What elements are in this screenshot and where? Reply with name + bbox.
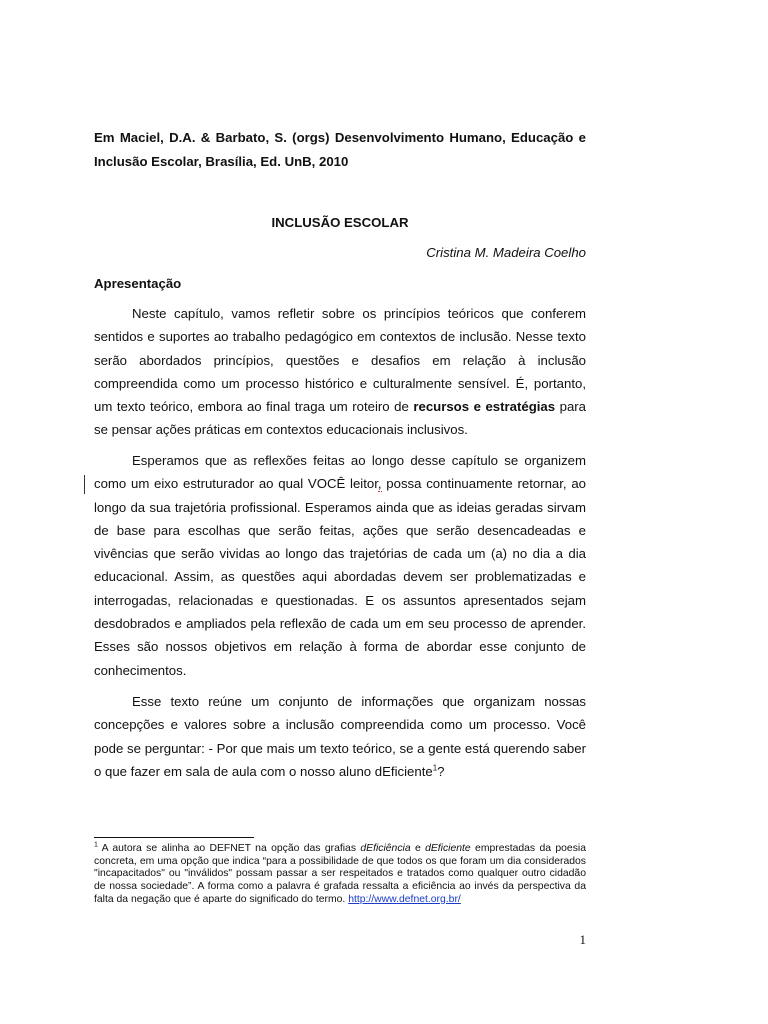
change-bar (84, 475, 85, 494)
spelling-mark: , (377, 476, 382, 492)
paragraph-2 (94, 449, 586, 682)
paragraph-1-text-end: para se pensar ações práticas em contextos educacionais inclusivos. (94, 399, 587, 438)
author-name: Cristina M. Madeira Coelho (426, 245, 586, 260)
footnote-text-a: A autora se alinha ao DEFNET na opção das grafias (97, 843, 361, 854)
footnote-text-b: e (410, 843, 426, 854)
paragraph-1-bold-phrase: recursos e estratégias (413, 399, 556, 415)
document-title: INCLUSÃO ESCOLAR (271, 215, 409, 230)
paragraph-1-text-start: Neste capítulo, vamos refletir sobre os princípios teóricos que conferem sentidos e suportes ao trabalho pedagógico em contextos de inclusão. Nesse texto serão abordados princípios, questões e desafios em relação à inclusão compreendida como um processo histórico e culturalmente sensível. É, portanto, um texto teórico, embora ao final traga um roteiro de (94, 306, 586, 415)
footnote-reference[interactable]: 1 (432, 763, 438, 773)
footnote-link[interactable]: http://www.defnet.org.br/ (348, 893, 461, 905)
paragraph-2-text-end: possa continuamente retornar, ao longo da sua trajetória profissional. Esperamos ainda que as ideias geradas sirvam de base para escolhas que serão feitas, ações que serão desencadeadas e vivências que serão vividas ao longo das trajetórias de cada um (a) no dia a dia educacional. Assim, as questões aqui abordadas devem ser problematizadas e interrogadas, relacionadas e questionadas. E os assuntos apresentados sejam desdobrados e ampliados pela reflexão de cada um em seu processo de aprender. Esses são nossos objetivos em relação à forma de abordar esse conjunto de conhecimentos. (94, 476, 586, 678)
page-number: 1 (579, 932, 586, 947)
bibliographic-reference: Em Maciel, D.A. & Barbato, S. (orgs) Desenvolvimento Humano, Educação e Inclusão Escolar, Brasília, Ed. UnB, 2010 (94, 130, 586, 169)
footnote-text-c: emprestadas da poesia concreta, em uma opção que indica “para a possibilidade de que todos os que foram um dia considerados "incapacitados" ou "inválidos" possam passar a ser respeitados e tratados como qualquer outro cidadão de nossa sociedade”. A forma como a palavra é grafada ressalta a eficiência ao invés da perspectiva da falta da negação que é aparte do significado do termo. (94, 843, 586, 905)
paragraph-1 (94, 302, 586, 442)
footnote (94, 843, 586, 907)
paragraph-3 (94, 690, 586, 783)
footnote-italic-b: dEficiente (425, 843, 471, 854)
paragraph-2-text-start: Esperamos que as reflexões feitas ao longo desse capítulo se organizem como um eixo estruturador ao qual VOCÊ leitor (94, 453, 586, 492)
footnote-italic-a: dEficiência (360, 843, 411, 854)
section-heading: Apresentação (94, 276, 182, 291)
paragraph-3-text: Esse texto reúne um conjunto de informações que organizam nossas concepções e valores sobre a inclusão compreendida como um processo. Você pode se perguntar: - Por que mais um texto teórico, se a gente está querendo saber o que fazer em sala de aula com o nosso aluno dEficiente (94, 694, 586, 779)
footnote-separator (94, 837, 254, 838)
footnote-number: 1 (94, 841, 98, 849)
paragraph-3-end: ? (437, 763, 445, 779)
